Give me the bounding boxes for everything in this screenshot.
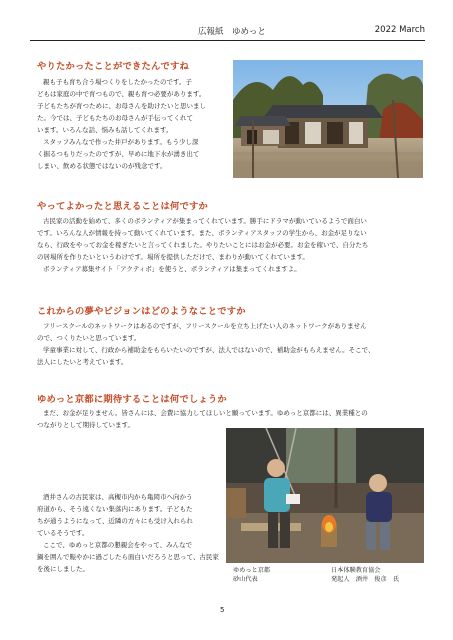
- side-line: 鍋を囲んで賑やかに過ごしたら面白いだろうと思って、古民家: [37, 553, 219, 561]
- side-line: を後にしました。: [37, 565, 89, 573]
- section3-line: ので、つくりたいと思っています。: [37, 334, 141, 342]
- section1-line: く掘るつもりだったのですが、早めに地下水が湧き出て: [37, 150, 200, 158]
- page-header: [30, 14, 425, 44]
- old-house-photo: [233, 60, 423, 178]
- side-text: [37, 491, 219, 575]
- section-heading-3: これからの夢やビジョンはどのようなことですか: [37, 306, 246, 317]
- section-body-3: [37, 320, 427, 368]
- section4-line: まだ、お金が足りません。皆さんには、会費に協力してほしいと願っています。ゆめっと京都には、異業種との: [43, 409, 368, 417]
- section2-line: の居場所を作りたいというわけです。場所を提供しただけで、まわりが動いてくれています。: [37, 253, 309, 261]
- section-body-2: [37, 215, 427, 275]
- section2-line: です。いろんな人が情報を持って動いてくれています。また、ボランティアスタッフの学生から、お金が足りない: [37, 229, 367, 237]
- section1-line: スタッフみんなで作った井戸があります。もう少し深: [43, 138, 199, 146]
- section1-line: しまい、飲める状態ではないのが残念です。: [37, 162, 167, 170]
- newsletter-title: 広報紙 ゆめっと: [198, 27, 266, 37]
- issue-date: 2022 March: [374, 25, 425, 35]
- section-heading-1: やりたかったことができたんですね: [37, 61, 189, 72]
- section1-line: た。今では、子どもたちのお母さんが手伝ってくれて: [37, 114, 193, 122]
- side-line: ているそうです。: [37, 529, 89, 537]
- section3-line: フリースクールのネットワークはあるのですが、フリースクールを立ち上げたい人のネットワークがありません: [43, 322, 367, 330]
- side-line: 酒井さんの古民家は、高槻市内から亀岡市へ向かう: [43, 493, 193, 501]
- section2-line: ボランティア募集サイト「アクティボ」を使うと、ボランティアは集まってくれますよ。: [43, 265, 301, 273]
- section1-line: 親も子も育ち合う場つくりをしたかったのです。子: [43, 78, 192, 86]
- side-line: ここで、ゆめっと京都の懇親会をやって、みんなで: [43, 541, 193, 549]
- page-number: 5: [220, 606, 225, 614]
- caption-person: 砂山代表: [233, 576, 258, 583]
- section-body-1: [37, 76, 227, 172]
- section3-line: 法人にしたいと考えています。: [37, 358, 128, 366]
- section2-line: 古民家の活動を始めて、多くのボランティアが集まってくれています。勝手にドラマが動いているようで面白い: [43, 217, 367, 225]
- caption-org: 日本体験教育協会: [331, 567, 381, 574]
- section-heading-4: ゆめっと京都に期待することは何でしょうか: [37, 394, 227, 405]
- section1-line: います。いろんな話、悩みも話してくれます。: [37, 126, 173, 134]
- caption-org: ゆめっと京都: [233, 567, 271, 574]
- header-rule: [30, 40, 425, 41]
- section4-line: つながりとして期待しています。: [37, 421, 134, 429]
- caption-person: 発起人 酒井 俊彦 氏: [331, 576, 400, 583]
- section2-line: なら、行政をやってお金を稼ぎたいと言ってくれました。やりたいことにはお金が必要。お金を稼いで、自分たち: [37, 241, 369, 249]
- section1-line: どもは家庭の中で育つもので、親も育つ必要があります。: [37, 90, 206, 98]
- section-heading-2: やってよかったと思えることは何ですか: [37, 201, 208, 212]
- caption-right: [331, 566, 399, 584]
- side-line: 府道から、そう遠くない集落内にあります。子どもた: [37, 505, 193, 513]
- caption-left: [233, 566, 270, 584]
- section1-line: 子どもたちが育つために、お母さんを助けたいと思いまし: [37, 102, 206, 110]
- side-line: ちが通うようになって、近隣の方々にも受け入れられ: [37, 517, 193, 525]
- interview-photo: [226, 428, 424, 563]
- section3-line: 学童事業に対して、行政から補助金をもらいたいのですが、法人ではないので、補助金がもらえません。そこで、: [43, 346, 375, 354]
